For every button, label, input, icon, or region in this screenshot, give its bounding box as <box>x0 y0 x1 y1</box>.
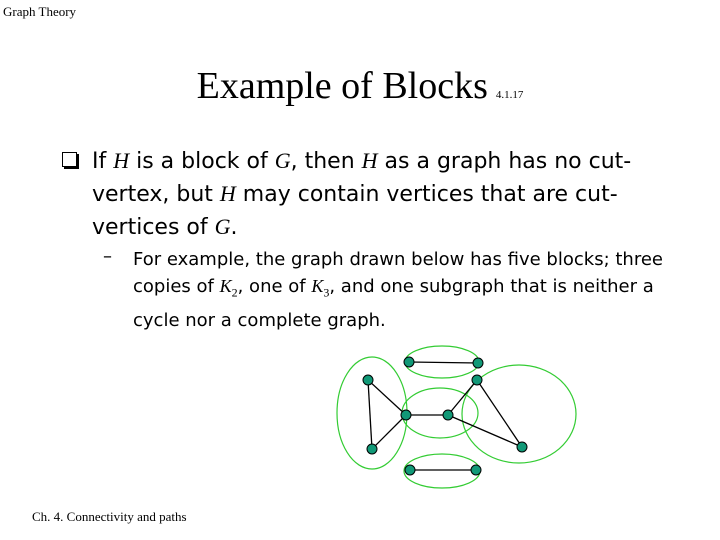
footer-chapter: Ch. 4. Connectivity and paths <box>32 509 187 524</box>
graph-vertex <box>367 444 377 454</box>
graph-vertex <box>404 357 414 367</box>
graph-vertex <box>443 410 453 420</box>
graph-vertex <box>473 358 483 368</box>
sub-bullet-dash: – <box>103 246 112 267</box>
course-header: Graph Theory <box>3 4 77 19</box>
graph-vertex <box>471 465 481 475</box>
graph-vertex <box>405 465 415 475</box>
graph-vertex <box>517 442 527 452</box>
graph-vertex <box>363 375 373 385</box>
graph-vertex <box>472 375 482 385</box>
main-bullet-text: If H is a block of G, then H as a graph has no cut-vertex, but H may contain vertices that are cut-vertices of G. <box>92 148 632 240</box>
section-number: 4.1.17 <box>495 89 524 101</box>
graph-edge <box>368 380 406 415</box>
graph-vertex <box>401 410 411 420</box>
graph-edge <box>409 362 478 363</box>
graph-edge <box>368 380 372 449</box>
sub-bullet-text: For example, the graph drawn below has five blocks; three copies of $K_2$, one of $K_3$, and one subgraph that is neither a cycle nor a complete graph. <box>133 249 663 331</box>
title-text: Example of Blocks <box>196 65 488 107</box>
